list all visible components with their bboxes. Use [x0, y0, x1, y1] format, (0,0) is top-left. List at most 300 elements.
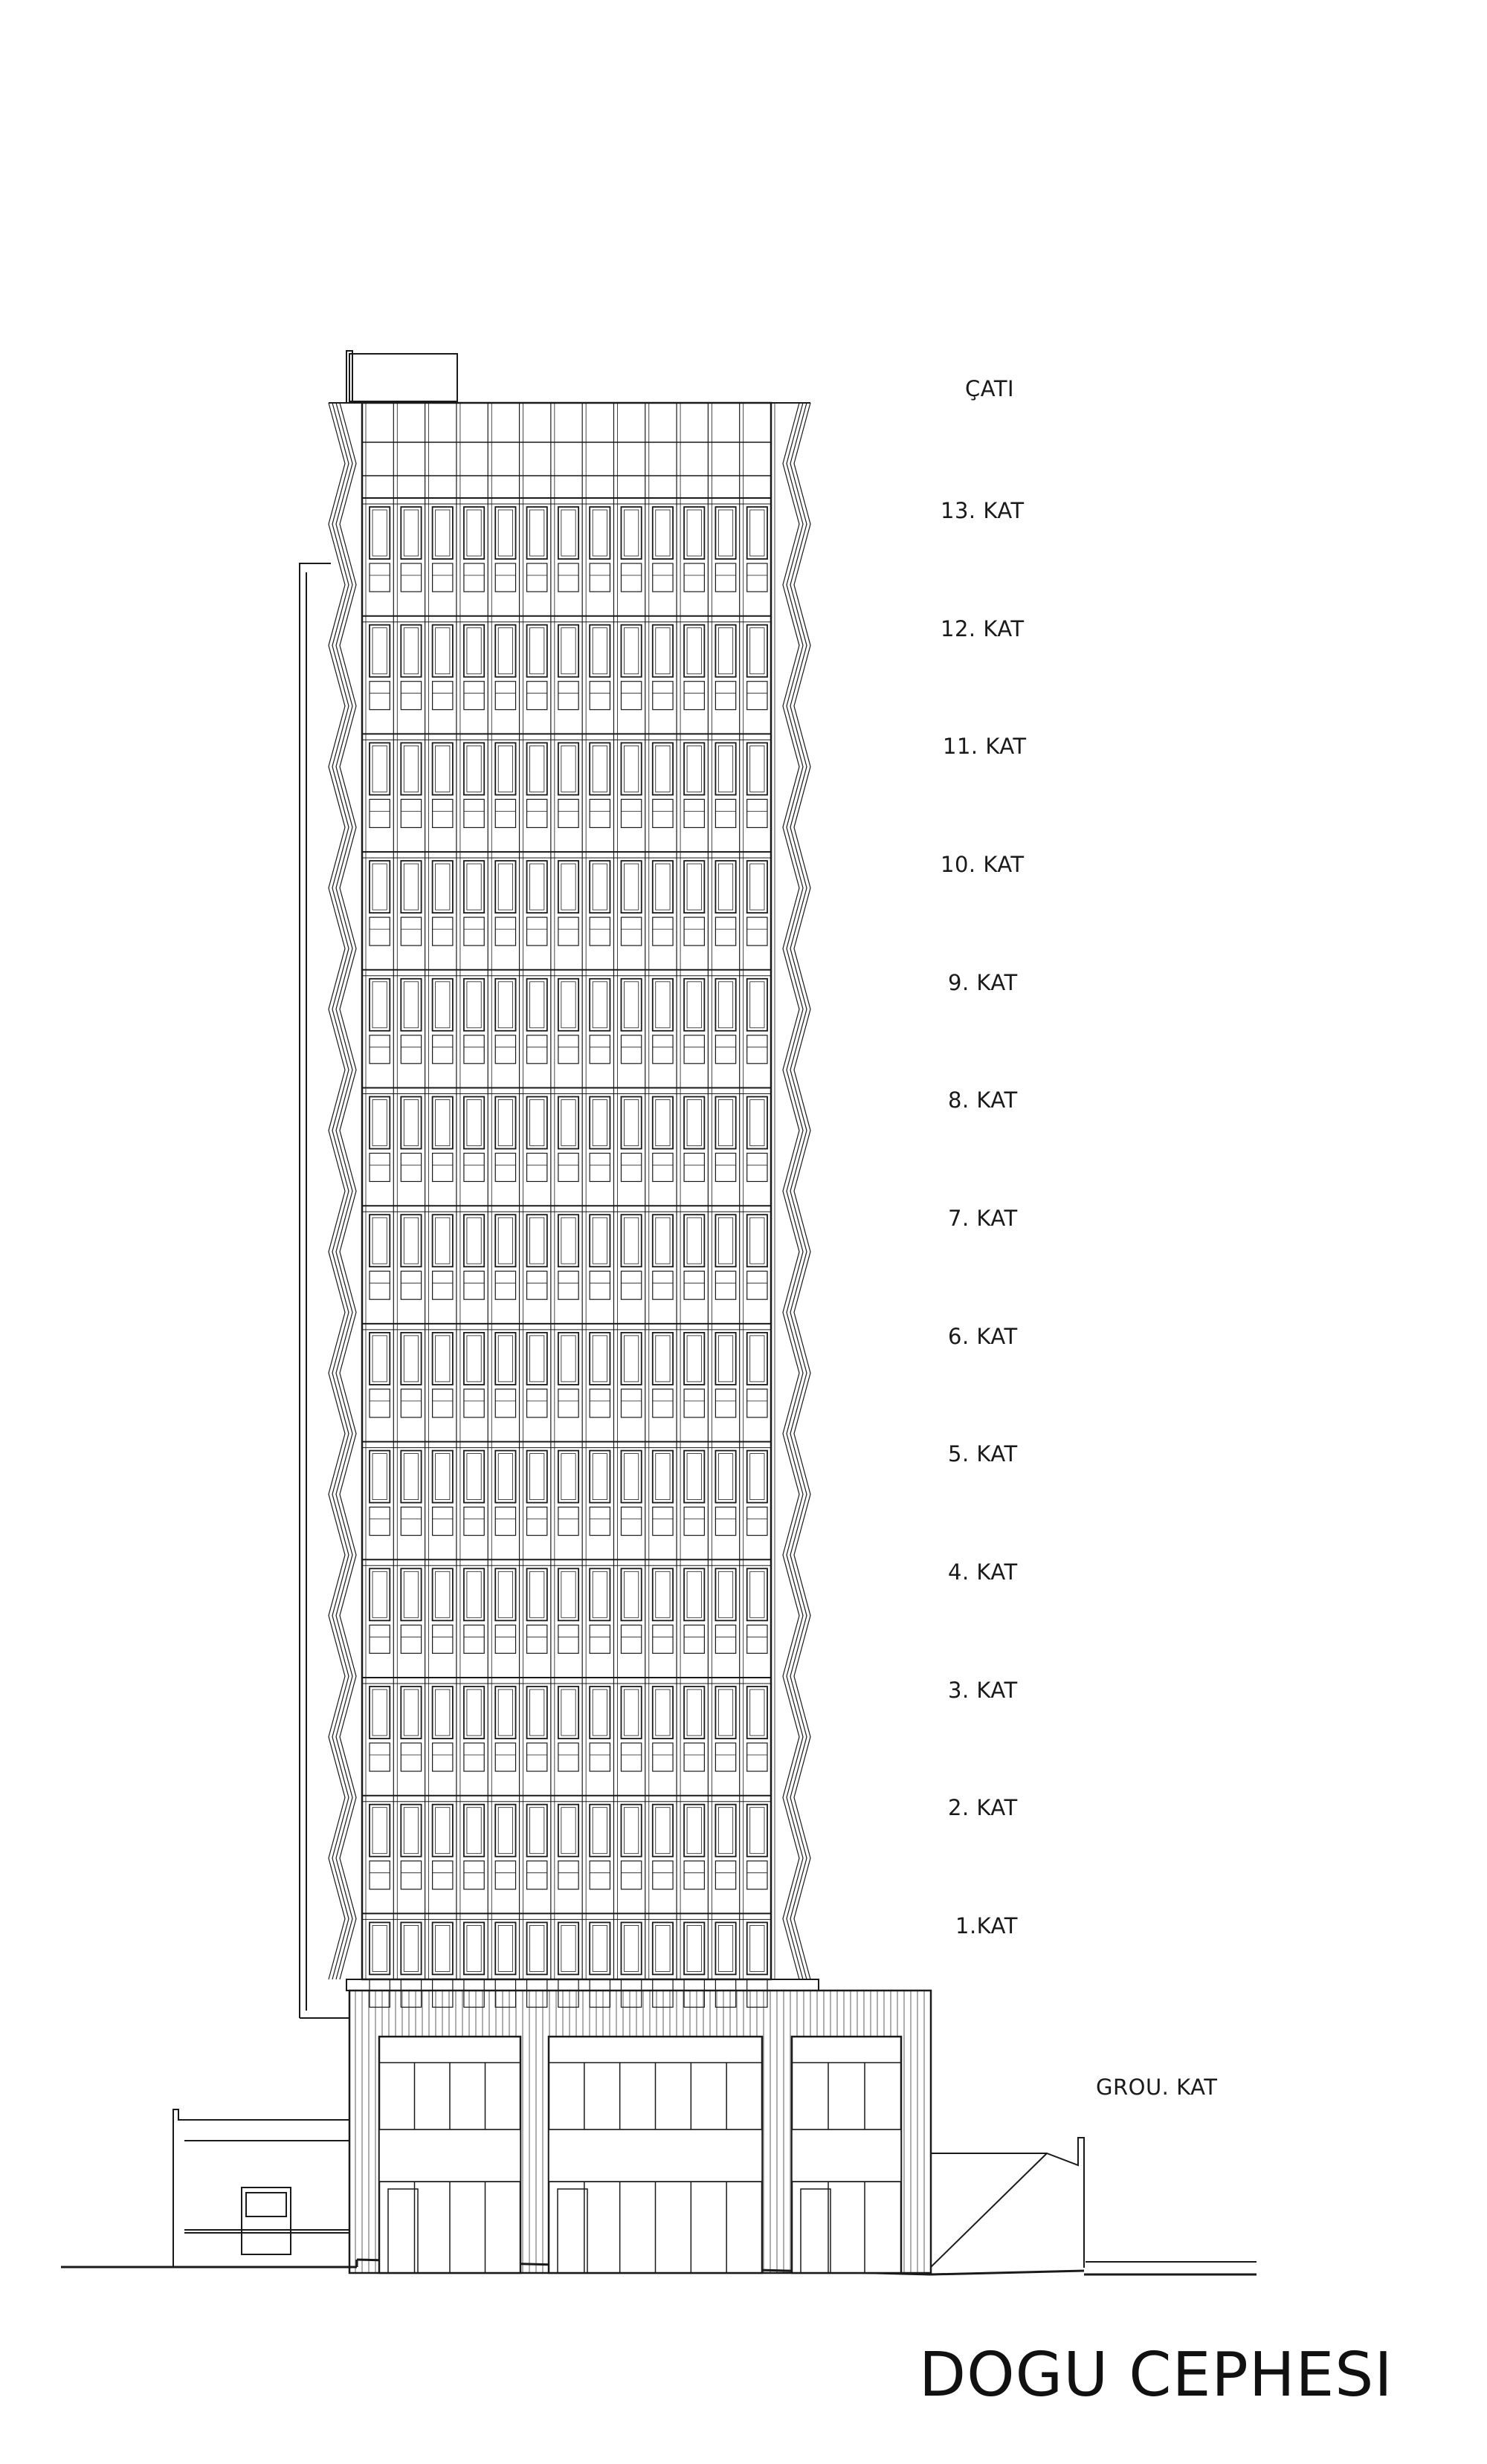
window-upper-frame	[561, 746, 575, 792]
window-upper-frame	[718, 1925, 732, 1971]
window-upper-frame	[718, 1218, 732, 1264]
window-lower	[590, 1035, 610, 1064]
window-lower	[370, 1389, 390, 1417]
window-upper-frame	[687, 1808, 701, 1854]
window-upper-frame	[593, 628, 607, 674]
label-floor-12: 12. KAT	[941, 616, 1025, 641]
left-twisted-fin-line	[329, 403, 345, 1979]
window-upper-frame	[498, 510, 512, 556]
window-upper-frame	[498, 982, 512, 1028]
window-upper-frame	[750, 982, 764, 1028]
window-lower	[433, 1154, 453, 1182]
window-lower	[684, 1743, 704, 1771]
window-upper-frame	[498, 864, 512, 910]
window-upper-frame	[404, 1100, 418, 1146]
window-upper-frame	[404, 864, 418, 910]
window-lower	[401, 1625, 421, 1653]
window-upper-frame	[436, 1100, 450, 1146]
window-upper-frame	[593, 1689, 607, 1736]
window-upper-frame	[750, 864, 764, 910]
window-upper-frame	[718, 982, 732, 1028]
window-upper-frame	[436, 628, 450, 674]
window-lower	[495, 1389, 515, 1417]
window-upper-frame	[467, 864, 481, 910]
drawing-title: DOGU CEPHESI	[919, 2340, 1393, 2410]
window-lower	[653, 1625, 673, 1653]
window-upper-frame	[593, 982, 607, 1028]
window-lower	[558, 1861, 578, 1889]
label-roof: ÇATI	[965, 376, 1015, 401]
window-lower	[495, 1507, 515, 1536]
window-upper-frame	[436, 1808, 450, 1854]
window-upper-frame	[530, 1454, 544, 1500]
label-floor-7: 7. KAT	[948, 1206, 1018, 1231]
window-upper-frame	[624, 1336, 638, 1382]
window-upper-frame	[656, 1925, 670, 1971]
window-lower	[653, 917, 673, 945]
window-upper-frame	[624, 1571, 638, 1617]
right-twisted-fin-line	[787, 403, 803, 1979]
window-lower	[401, 799, 421, 827]
window-lower	[370, 1625, 390, 1653]
window-upper-frame	[372, 1925, 387, 1971]
window-lower	[621, 1271, 641, 1299]
window-lower	[684, 563, 704, 592]
window-upper-frame	[718, 1454, 732, 1500]
annex-door-transom	[246, 2193, 286, 2216]
window-upper-frame	[593, 1571, 607, 1617]
window-lower	[370, 1743, 390, 1771]
window-upper-frame	[561, 982, 575, 1028]
window-upper-frame	[467, 746, 481, 792]
window-lower	[527, 1743, 547, 1771]
window-upper-frame	[561, 1808, 575, 1854]
window-lower	[590, 563, 610, 592]
window-lower	[590, 799, 610, 827]
window-lower	[433, 1507, 453, 1536]
window-upper-frame	[593, 746, 607, 792]
window-lower	[527, 1035, 547, 1064]
window-lower	[715, 799, 735, 827]
window-upper-frame	[436, 1336, 450, 1382]
window-lower	[715, 1625, 735, 1653]
roof-mechanical-box	[349, 354, 457, 401]
window-upper-frame	[687, 982, 701, 1028]
window-lower	[715, 1507, 735, 1536]
window-lower	[464, 1271, 484, 1299]
window-upper-frame	[436, 982, 450, 1028]
window-lower	[747, 1861, 767, 1889]
window-upper-frame	[718, 1336, 732, 1382]
window-lower	[527, 1271, 547, 1299]
window-lower	[621, 1154, 641, 1182]
window-upper-frame	[561, 1571, 575, 1617]
label-floor-5: 5. KAT	[948, 1441, 1018, 1467]
window-lower	[558, 917, 578, 945]
static-linework	[61, 351, 1257, 2274]
label-floor-10: 10. KAT	[941, 852, 1025, 877]
window-upper-frame	[593, 1100, 607, 1146]
window-lower	[558, 1743, 578, 1771]
window-upper-frame	[404, 746, 418, 792]
window-upper-frame	[404, 628, 418, 674]
window-lower	[433, 1271, 453, 1299]
window-lower	[558, 1507, 578, 1536]
window-lower	[464, 1389, 484, 1417]
window-upper-frame	[530, 1100, 544, 1146]
window-upper-frame	[656, 1336, 670, 1382]
window-lower	[621, 799, 641, 827]
stair-diagonal	[931, 2153, 1047, 2267]
window-lower	[527, 1861, 547, 1889]
window-upper-frame	[372, 1218, 387, 1264]
window-upper-frame	[624, 1808, 638, 1854]
window-lower	[684, 1979, 704, 2007]
window-lower	[433, 563, 453, 592]
label-floor-3: 3. KAT	[948, 1678, 1018, 1703]
window-lower	[527, 1625, 547, 1653]
window-lower	[747, 917, 767, 945]
window-upper-frame	[718, 746, 732, 792]
window-upper-frame	[404, 1336, 418, 1382]
window-lower	[684, 1271, 704, 1299]
window-upper-frame	[656, 628, 670, 674]
window-lower	[401, 1154, 421, 1182]
window-upper-frame	[593, 1218, 607, 1264]
window-lower	[433, 1035, 453, 1064]
window-lower	[558, 1154, 578, 1182]
window-lower	[590, 1743, 610, 1771]
window-upper-frame	[530, 510, 544, 556]
window-lower	[527, 917, 547, 945]
window-upper-frame	[372, 1808, 387, 1854]
window-lower	[464, 1154, 484, 1182]
window-lower	[401, 1507, 421, 1536]
window-upper-frame	[498, 1100, 512, 1146]
window-upper-frame	[404, 1925, 418, 1971]
window-lower	[527, 563, 547, 592]
window-upper-frame	[467, 982, 481, 1028]
window-upper-frame	[436, 746, 450, 792]
window-upper-frame	[718, 1100, 732, 1146]
window-upper-frame	[530, 628, 544, 674]
label-floor-9: 9. KAT	[948, 970, 1018, 995]
window-upper-frame	[372, 510, 387, 556]
window-lower	[370, 563, 390, 592]
window-upper-frame	[530, 982, 544, 1028]
window-lower	[621, 1035, 641, 1064]
window-lower	[495, 799, 515, 827]
window-upper-frame	[718, 864, 732, 910]
window-lower	[621, 1979, 641, 2007]
window-upper-frame	[750, 510, 764, 556]
window-upper-frame	[372, 982, 387, 1028]
annex-door	[242, 2187, 291, 2254]
window-upper-frame	[436, 1689, 450, 1736]
window-lower	[370, 1861, 390, 1889]
window-lower	[558, 1979, 578, 2007]
window-upper-frame	[498, 1336, 512, 1382]
window-lower	[684, 1625, 704, 1653]
window-lower	[401, 1389, 421, 1417]
window-lower	[747, 682, 767, 710]
window-upper-frame	[687, 1336, 701, 1382]
window-lower	[370, 1271, 390, 1299]
window-upper-frame	[498, 1571, 512, 1617]
window-upper-frame	[687, 1571, 701, 1617]
window-upper-frame	[372, 1100, 387, 1146]
window-upper-frame	[656, 746, 670, 792]
window-lower	[401, 1861, 421, 1889]
window-upper-frame	[687, 1100, 701, 1146]
window-lower	[558, 1035, 578, 1064]
label-floor-8: 8. KAT	[948, 1087, 1018, 1113]
window-lower	[527, 1154, 547, 1182]
podium-spandrel	[549, 2130, 762, 2182]
window-lower	[684, 1861, 704, 1889]
window-lower	[495, 1979, 515, 2007]
window-lower	[464, 1979, 484, 2007]
window-upper-frame	[624, 1218, 638, 1264]
window-lower	[621, 1625, 641, 1653]
window-upper-frame	[750, 746, 764, 792]
window-lower	[370, 1979, 390, 2007]
window-lower	[621, 1389, 641, 1417]
window-upper-frame	[436, 1454, 450, 1500]
window-lower	[464, 799, 484, 827]
window-upper-frame	[687, 746, 701, 792]
window-upper-frame	[687, 1454, 701, 1500]
window-lower	[715, 563, 735, 592]
window-lower	[590, 1507, 610, 1536]
window-upper-frame	[718, 1689, 732, 1736]
window-lower	[370, 1507, 390, 1536]
window-lower	[558, 1389, 578, 1417]
window-upper-frame	[624, 1925, 638, 1971]
window-lower	[401, 1271, 421, 1299]
window-lower	[715, 1035, 735, 1064]
window-upper-frame	[372, 1454, 387, 1500]
window-upper-frame	[624, 864, 638, 910]
window-lower	[653, 1389, 673, 1417]
window-upper-frame	[750, 1336, 764, 1382]
window-upper-frame	[656, 864, 670, 910]
window-lower	[684, 917, 704, 945]
window-lower	[495, 1625, 515, 1653]
window-upper-frame	[467, 1336, 481, 1382]
window-upper-frame	[404, 1808, 418, 1854]
window-lower	[558, 682, 578, 710]
window-lower	[684, 682, 704, 710]
window-lower	[401, 1035, 421, 1064]
window-upper-frame	[656, 1689, 670, 1736]
window-upper-frame	[372, 746, 387, 792]
window-upper-frame	[467, 1925, 481, 1971]
window-lower	[621, 917, 641, 945]
label-floor-6: 6. KAT	[948, 1324, 1018, 1349]
window-upper-frame	[718, 628, 732, 674]
window-lower	[590, 917, 610, 945]
ground-line-mid	[931, 2271, 1084, 2274]
window-upper-frame	[436, 1571, 450, 1617]
window-upper-frame	[436, 1218, 450, 1264]
window-lower	[558, 799, 578, 827]
window-upper-frame	[687, 1689, 701, 1736]
window-lower	[590, 1271, 610, 1299]
window-upper-frame	[593, 1454, 607, 1500]
window-upper-frame	[561, 1100, 575, 1146]
window-upper-frame	[687, 1925, 701, 1971]
window-upper-frame	[404, 1218, 418, 1264]
window-lower	[590, 1625, 610, 1653]
window-upper-frame	[372, 864, 387, 910]
left-fin-outline	[300, 563, 331, 2018]
window-lower	[653, 563, 673, 592]
window-upper-frame	[687, 864, 701, 910]
window-lower	[684, 799, 704, 827]
window-upper-frame	[750, 1218, 764, 1264]
window-lower	[715, 682, 735, 710]
window-upper-frame	[718, 510, 732, 556]
window-lower	[558, 1625, 578, 1653]
window-upper-frame	[530, 1808, 544, 1854]
window-upper-frame	[624, 510, 638, 556]
window-upper-frame	[687, 510, 701, 556]
window-upper-frame	[467, 1808, 481, 1854]
window-upper-frame	[656, 1571, 670, 1617]
window-lower	[370, 1035, 390, 1064]
window-lower	[433, 682, 453, 710]
window-lower	[495, 1861, 515, 1889]
window-upper-frame	[467, 1454, 481, 1500]
window-upper-frame	[372, 1336, 387, 1382]
window-lower	[495, 682, 515, 710]
window-upper-frame	[498, 628, 512, 674]
window-lower	[433, 1861, 453, 1889]
window-lower	[715, 1979, 735, 2007]
window-lower	[621, 682, 641, 710]
window-upper-frame	[404, 1571, 418, 1617]
window-upper-frame	[593, 1336, 607, 1382]
window-lower	[370, 799, 390, 827]
window-upper-frame	[718, 1808, 732, 1854]
window-upper-frame	[750, 1454, 764, 1500]
window-upper-frame	[467, 1571, 481, 1617]
window-upper-frame	[624, 1100, 638, 1146]
window-upper-frame	[750, 1925, 764, 1971]
window-lower	[653, 1507, 673, 1536]
window-upper-frame	[498, 1218, 512, 1264]
window-upper-frame	[561, 1218, 575, 1264]
window-upper-frame	[624, 1689, 638, 1736]
window-upper-frame	[624, 982, 638, 1028]
window-lower	[495, 1743, 515, 1771]
window-lower	[464, 1743, 484, 1771]
window-upper-frame	[718, 1571, 732, 1617]
window-upper-frame	[436, 510, 450, 556]
window-lower	[747, 1743, 767, 1771]
window-upper-frame	[750, 1689, 764, 1736]
label-floor-4: 4. KAT	[948, 1559, 1018, 1585]
window-upper-frame	[404, 1689, 418, 1736]
window-lower	[558, 1271, 578, 1299]
window-upper-frame	[467, 1218, 481, 1264]
window-upper-frame	[436, 864, 450, 910]
window-upper-frame	[687, 628, 701, 674]
podium-spandrel	[792, 2130, 901, 2182]
window-lower	[433, 1625, 453, 1653]
window-upper-frame	[624, 746, 638, 792]
label-floor-2: 2. KAT	[948, 1795, 1018, 1820]
window-upper-frame	[593, 864, 607, 910]
window-upper-frame	[404, 1454, 418, 1500]
window-upper-frame	[467, 1689, 481, 1736]
window-lower	[464, 917, 484, 945]
window-upper-frame	[624, 1454, 638, 1500]
window-lower	[401, 1979, 421, 2007]
window-upper-frame	[656, 1454, 670, 1500]
window-lower	[527, 799, 547, 827]
window-upper-frame	[498, 1689, 512, 1736]
window-lower	[715, 1154, 735, 1182]
window-lower	[653, 1154, 673, 1182]
window-lower	[370, 917, 390, 945]
window-lower	[621, 563, 641, 592]
window-lower	[370, 682, 390, 710]
window-lower	[527, 1979, 547, 2007]
window-lower	[653, 1861, 673, 1889]
left-twisted-fin-line	[332, 403, 349, 1979]
window-lower	[495, 1035, 515, 1064]
label-floor-1: 1.KAT	[955, 1913, 1018, 1938]
left-twisted-fin-line	[340, 403, 356, 1979]
window-upper-frame	[467, 628, 481, 674]
right-twisted-fin-line	[783, 403, 799, 1979]
window-lower	[747, 799, 767, 827]
podium-facade	[349, 1991, 931, 2273]
window-lower	[621, 1861, 641, 1889]
window-upper-frame	[498, 1454, 512, 1500]
window-lower	[401, 1743, 421, 1771]
window-upper-frame	[561, 864, 575, 910]
right-twisted-fin-line	[794, 403, 810, 1979]
window-upper-frame	[404, 510, 418, 556]
window-lower	[464, 1625, 484, 1653]
window-upper-frame	[530, 1571, 544, 1617]
window-lower	[621, 1743, 641, 1771]
window-upper-frame	[530, 1336, 544, 1382]
left-twisted-fin-line	[336, 403, 352, 1979]
window-lower	[464, 682, 484, 710]
window-lower	[747, 1271, 767, 1299]
window-upper-frame	[530, 1218, 544, 1264]
window-lower	[464, 1861, 484, 1889]
window-upper-frame	[498, 1808, 512, 1854]
window-upper-frame	[561, 1336, 575, 1382]
window-upper-frame	[656, 982, 670, 1028]
window-lower	[684, 1154, 704, 1182]
window-lower	[495, 1154, 515, 1182]
window-upper-frame	[593, 510, 607, 556]
window-lower	[715, 1861, 735, 1889]
window-lower	[747, 1035, 767, 1064]
window-lower	[684, 1035, 704, 1064]
window-upper-frame	[404, 982, 418, 1028]
window-lower	[558, 563, 578, 592]
window-lower	[495, 1271, 515, 1299]
window-lower	[370, 1154, 390, 1182]
label-floor-11: 11. KAT	[943, 734, 1027, 759]
